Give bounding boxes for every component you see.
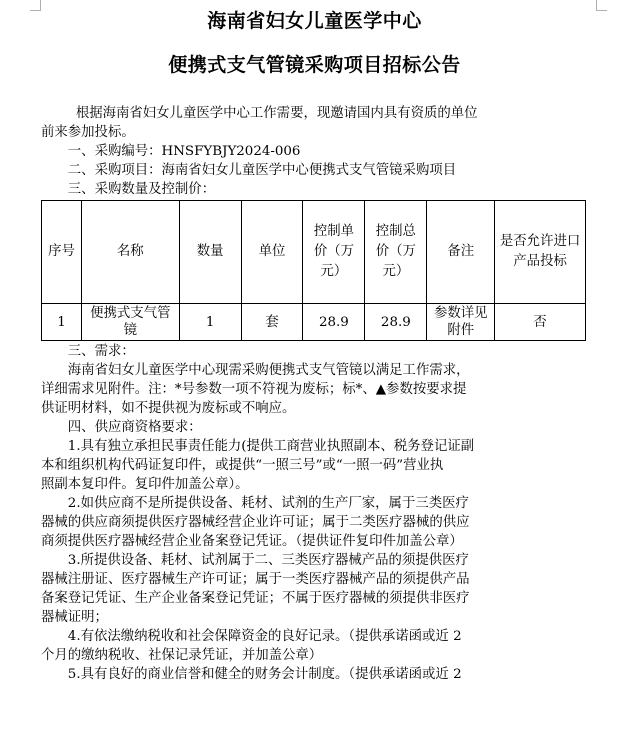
qualification-1-line1: 1.具有独立承担民事责任能力(提供工商营业执照副本、税务登记证副 — [67, 439, 475, 454]
table-cell: 1 — [42, 304, 82, 341]
table-header-cell: 单位 — [241, 201, 303, 304]
table-cell: 28.9 — [303, 304, 365, 341]
qualifications-heading: 四、供应商资格要求： — [67, 420, 202, 435]
intro-line1: 根据海南省妇女儿童医学中心工作需要，现邀请国内具有资质的单位 — [75, 106, 478, 121]
document-title-line2: 便携式支气管镜采购项目招标公告 — [168, 54, 461, 76]
table-header-cell: 备注 — [427, 201, 495, 304]
document-body — [41, 104, 586, 684]
qualification-4-line1: 4.有依法缴纳税收和社会保障资金的良好记录。（提供承诺函或近 2 — [67, 629, 462, 644]
qualification-1-line2: 本和组织机构代码证复印件，或提供“一照三号”或“一照一码”营业执 — [41, 458, 444, 473]
qualification-3-line4: 器械证明； — [41, 610, 108, 625]
qualification-5-line1: 5.具有良好的商业信誉和健全的财务会计制度。（提供承诺函或近 2 — [67, 667, 462, 682]
table-header-cell: 名称 — [81, 201, 179, 304]
qualification-3-line1: 3.所提供设备、耗材、试剂属于二、三类医疗器械产品的须提供医疗 — [67, 553, 469, 568]
needs-heading: 三、需求： — [67, 344, 135, 359]
section-procurement-number: 一、采购编号：HNSFYBJY2024-006 — [67, 144, 301, 159]
qualification-2-line2: 器械的供应商须提供医疗器械经营企业许可证；属于二类医疗器械的供应 — [41, 515, 470, 530]
table-cell: 28.9 — [365, 304, 427, 341]
table-cell: 参数详见附件 — [427, 304, 495, 341]
qualification-4-line2: 个月的缴纳税收、社保记录凭证，并加盖公章） — [41, 648, 323, 663]
qualification-2-line1: 2.如供应商不是所提供设备、耗材、试剂的生产厂家，属于三类医疗 — [67, 496, 469, 511]
table-header-row — [42, 201, 586, 304]
qualification-2-line3: 商须提供医疗器械经营企业备案登记凭证。（提供证件复印件加盖公章） — [41, 534, 463, 549]
table-cell: 便携式支气管镜 — [81, 304, 179, 341]
section-procurement-project: 二、采购项目：海南省妇女儿童医学中心便携式支气管镜采购项目 — [67, 163, 457, 178]
needs-line3: 供证明材料，如不提供视为废标或不响应。 — [41, 401, 296, 416]
needs-line1: 海南省妇女儿童医学中心现需采购便携式支气管镜以满足工作需求， — [67, 363, 470, 378]
table-row — [42, 304, 586, 341]
table-header-cell: 控制单价（万元） — [303, 201, 365, 304]
table-cell: 否 — [495, 304, 586, 341]
qualification-1-line3: 照副本复印件。复印件加盖公章）。 — [41, 477, 249, 492]
table-header-cell: 控制总价（万元） — [365, 201, 427, 304]
qualification-3-line3: 备案登记凭证、生产企业备案登记凭证；不属于医疗器械的须提供非医疗 — [41, 591, 470, 606]
table-header-cell: 数量 — [179, 201, 241, 304]
document-title-line1: 海南省妇女儿童医学中心 — [207, 10, 422, 32]
intro-line2: 前来参加投标。 — [41, 125, 135, 140]
qualification-3-line2: 器械注册证、医疗器械生产许可证；属于一类医疗器械产品的须提供产品 — [41, 572, 470, 587]
procurement-table — [41, 200, 586, 341]
table-header-cell: 是否允许进口产品投标 — [495, 201, 586, 304]
section-quantity-price-heading: 三、采购数量及控制价： — [67, 182, 216, 197]
table-header-cell: 序号 — [42, 201, 82, 304]
table-cell: 1 — [179, 304, 241, 341]
table-cell: 套 — [241, 304, 303, 341]
needs-line2: 详细需求见附件。注：*号参数一项不符视为废标；标*、▲参数按要求提 — [41, 382, 467, 397]
